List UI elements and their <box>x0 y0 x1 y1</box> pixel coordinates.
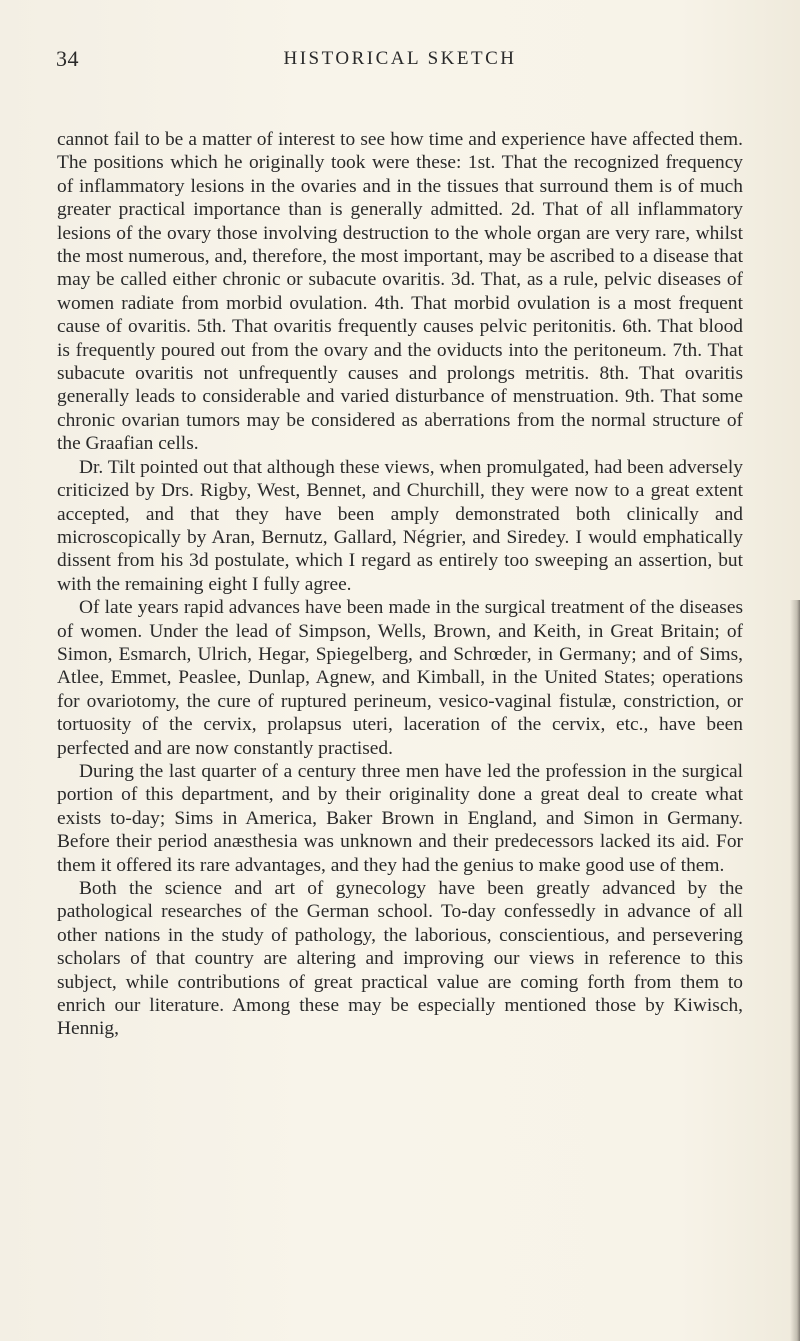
page-edge-shadow <box>790 600 800 1341</box>
running-head: HISTORICAL SKETCH <box>283 48 517 69</box>
paragraph-continuation: cannot fail to be a matter of interest to see how time and experience have affected them. The positions which he originally took were these: 1st. That the recognized frequency of inflammatory lesions in the ovaries and in the tissues that surround them is of much greater practical importance than is generally admitted. 2d. That of all inflammatory lesions of the ovary those involving destruction to the whole organ are very rare, whilst the most numerous, and, therefore, the most important, may be ascribed to a disease that may be called either chronic or subacute ovaritis. 3d. That, as a rule, pelvic diseases of women radiate from morbid ovulation. 4th. That morbid ovulation is a most frequent cause of ovaritis. 5th. That ovaritis frequently causes pelvic peritonitis. 6th. That blood is frequently poured out from the ovary and the oviducts into the peritoneum. 7th. That subacute ovaritis not unfrequently causes and prolongs metritis. 8th. That ovaritis generally leads to considerable and varied disturbance of menstruation. 9th. That some chronic ovarian tumors may be considered as aberrations from the normal structure of the Graafian cells. <box>57 129 743 455</box>
paragraph-surgical-advances: Of late years rapid advances have been made in the surgical treatment of the diseases of women. Under the lead of Simpson, Wells, Brown, and Keith, in Great Britain; of Simon, Esmarch, Ulrich, Hegar, Spiegelberg, and Schrœder, in Germany; and of Sims, Atlee, Emmet, Peaslee, Dunlap, Agnew, and Kimball, in the United States; operations for ovariotomy, the cure of ruptured perineum, vesico-vaginal fistulæ, constriction, or tortuosity of the cervix, prolapsus uteri, laceration of the cervix, etc., have been perfected and are now constantly practised. <box>57 597 743 759</box>
page-header <box>56 46 744 76</box>
paragraph-tilt-views: Dr. Tilt pointed out that although these views, when promulgated, had been adversely criticized by Drs. Rigby, West, Bennet, and Churchill, they were now to a great extent accepted, and that they have been amply demonstrated both clinically and microscopically by Aran, Bernutz, Gallard, Négrier, and Siredey. I would emphatically dissent from his 3d postulate, which I regard as entirely too sweeping an assertion, but with the remaining eight I fully agree. <box>57 456 743 595</box>
body-text <box>57 128 743 1041</box>
page-number: 34 <box>56 46 79 71</box>
paragraph-german-school: Both the science and art of gynecology have been greatly advanced by the pathological researches of the German school. To-day confessedly in advance of all other nations in the study of pathology, the laborious, conscientious, and persevering scholars of that country are altering and improving our views in reference to this subject, while contributions of great practical value are coming forth from them to enrich our literature. Among these may be especially mentioned those by Kiwisch, Hennig, <box>57 878 743 1040</box>
paragraph-three-men: During the last quarter of a century three men have led the profession in the surgical portion of this department, and by their originality done a great deal to create what exists to-day; Sims in America, Baker Brown in England, and Simon in Germany. Before their period anæsthesia was unknown and their predecessors lacked its aid. For them it offered its rare advantages, and they had the genius to make good use of them. <box>57 760 743 876</box>
